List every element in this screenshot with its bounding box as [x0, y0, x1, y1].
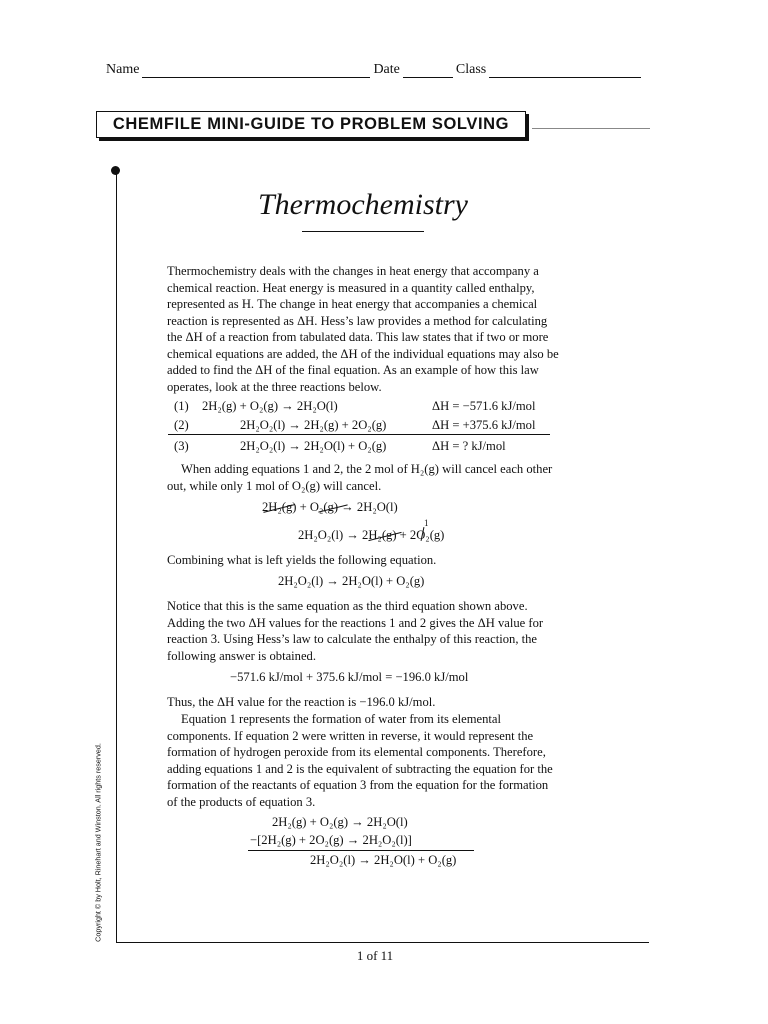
- class-field[interactable]: [489, 63, 641, 78]
- equation-dh: ΔH = +375.6 kJ/mol: [432, 418, 536, 432]
- name-field[interactable]: [142, 63, 370, 78]
- final-equation-1: 2H₂(g) + O₂(g) → 2H₂O(l): [272, 815, 408, 829]
- student-info-header: [106, 62, 644, 78]
- equation-row-2: [168, 416, 550, 435]
- equation1-paragraph: Equation 1 represents the formation of water from its elemental components. If equation 2 were written in reverse, it would represent the formation of hydrogen peroxide from its elemental components. Therefore, adding equations 1 and 2 is the equivalent of subtracting the equation for the formation of the reactants of equation 3 from the equation for the formation of the products of equation 3.: [167, 712, 553, 809]
- equation-reaction: 2H₂O₂(l) → 2H₂O(l) + O₂(g): [240, 439, 387, 453]
- date-field[interactable]: [403, 63, 453, 78]
- banner-text: CHEMFILE MINI-GUIDE TO PROBLEM SOLVING: [112, 115, 510, 133]
- combined-equation: 2H₂O₂(l) → 2H₂O(l) + O₂(g): [278, 574, 425, 588]
- page-title: Thermochemistry: [258, 188, 468, 221]
- final-equation-3: 2H₂O₂(l) → 2H₂O(l) + O₂(g): [310, 853, 457, 867]
- equation-dh: ΔH = −571.6 kJ/mol: [432, 399, 536, 413]
- cancel-superscript: 1: [424, 518, 429, 528]
- cancel-equation-2: 2H₂O₂(l) → 2H₂(g) + 2O₂(g): [298, 528, 445, 542]
- combining-text: Combining what is left yields the following equation.: [167, 553, 437, 567]
- margin-rule: [116, 170, 117, 943]
- notice-paragraph: Notice that this is the same equation as the third equation shown above. Adding the two ΔH values for the reactions 1 and 2 gives the ΔH value for reaction 3. Using Hess’s law to calculate the enthalpy of this reaction, the following answer is obtained.: [167, 599, 544, 663]
- cancel-equation-1: 2H₂(g) + O₂(g) → 2H₂O(l): [262, 500, 398, 514]
- equation-reaction: 2H₂(g) + O₂(g) → 2H₂O(l): [202, 399, 338, 413]
- intro-paragraph: Thermochemistry deals with the changes in heat energy that accompany a chemical reaction. Heat energy is measured in a quantity called enthalpy, represented as H. The change in heat energy that accompanies a chemical reaction is represented as ΔH. Hess’s law provides a method for calculating the ΔH of a reaction from tabulated data. This law states that if two or more chemical equations are added, the ΔH of the individual equations may also be added to find the ΔH of the final equation. As an example of how this law operates, look at the three reactions below.: [167, 264, 559, 394]
- equation-dh: ΔH = ? kJ/mol: [432, 439, 506, 453]
- calculation-equation: −571.6 kJ/mol + 375.6 kJ/mol = −196.0 kJ/mol: [230, 670, 469, 684]
- equation-reaction: 2H₂O₂(l) → 2H₂(g) + 2O₂(g): [240, 418, 387, 432]
- sum-rule: [248, 850, 474, 851]
- thus-text: Thus, the ΔH value for the reaction is −196.0 kJ/mol.: [167, 695, 436, 709]
- class-label: Class: [455, 62, 487, 77]
- bottom-rule: [116, 942, 649, 943]
- final-equation-2: −[2H₂(g) + 2O₂(g) → 2H₂O₂(l)]: [250, 833, 412, 847]
- banner-rule: [532, 128, 650, 129]
- copyright-notice: Copyright © by Holt, Rinehart and Winston. All rights reserved.: [93, 743, 103, 942]
- name-label: Name: [106, 62, 140, 77]
- equation-row-1: [168, 397, 550, 415]
- equation-number: (3): [174, 439, 189, 453]
- date-label: Date: [373, 62, 400, 77]
- page-number: 1 of 11: [356, 948, 394, 963]
- cancel-paragraph: When adding equations 1 and 2, the 2 mol of H₂(g) will cancel each other out, while only 1 mol of O₂(g) will cancel.: [167, 462, 553, 493]
- equation-number: (2): [174, 418, 189, 432]
- title-rule: [302, 231, 424, 232]
- equation-number: (1): [174, 399, 189, 413]
- equation-row-3: [168, 437, 550, 455]
- guide-banner: [96, 111, 526, 138]
